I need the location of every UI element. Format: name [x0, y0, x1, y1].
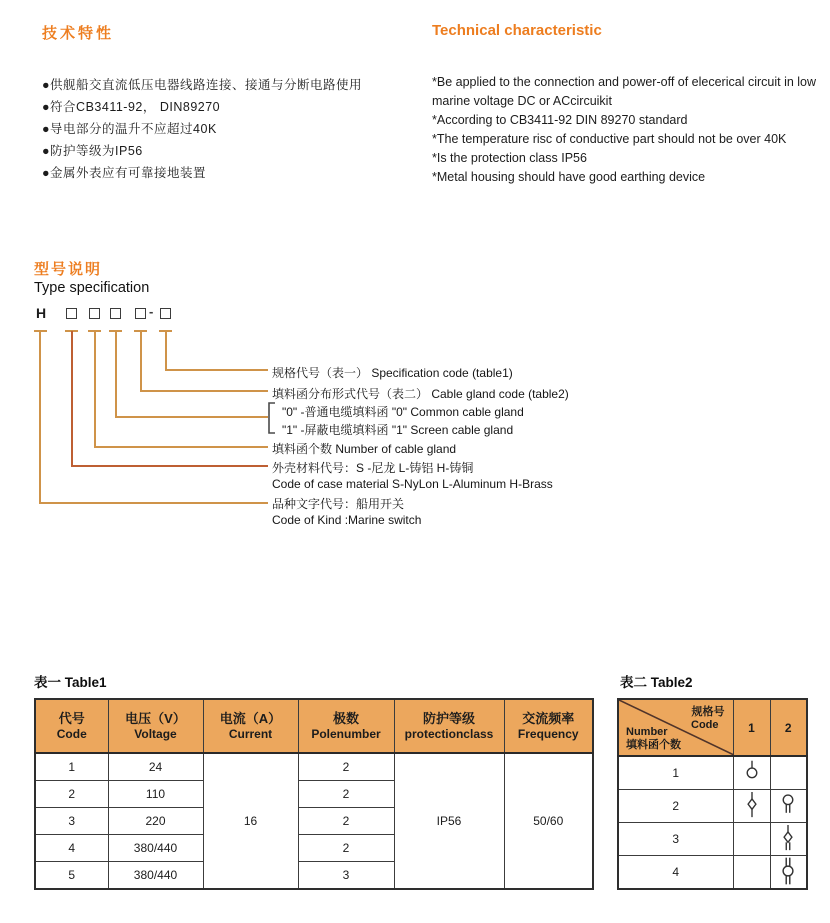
code-label: 规格代号（表一） Specification code (table1) [272, 366, 513, 380]
cell-code: 2 [35, 781, 108, 808]
cell-code: 5 [35, 862, 108, 890]
model-title-en: Type specification [34, 280, 150, 296]
cell-gland-symbol [733, 856, 770, 890]
cell-current-merged: 16 [203, 753, 298, 889]
tech-item-en: *According to CB3411-92 DIN 89270 standard [432, 113, 688, 127]
cell-frequency-merged: 50/60 [504, 753, 593, 889]
table1 [34, 698, 594, 890]
table2-header-row [618, 699, 807, 756]
cell-protection-merged: IP56 [394, 753, 504, 889]
tech-item-en: *Is the protection class IP56 [432, 151, 587, 165]
table1-header-row [35, 699, 593, 753]
table2-diagonal-header [618, 699, 733, 756]
tech-item-cn: ●金属外表应有可靠接地装置 [42, 166, 207, 180]
code-box [66, 308, 77, 319]
diag-label-number-en: Number [626, 726, 668, 738]
cell-gland-number: 3 [618, 823, 733, 856]
cell-voltage: 380/440 [108, 862, 203, 890]
table1-header-frequency: 交流频率 Frequency [504, 699, 593, 753]
cable-gland-icon [780, 792, 796, 818]
bracket [269, 403, 275, 433]
cell-gland-symbol [770, 756, 807, 790]
tech-item-cn: ●供舰船交直流低压电器线路连接、接通与分断电路使用 [42, 78, 363, 92]
cell-voltage: 220 [108, 808, 203, 835]
table-row [618, 756, 807, 790]
table1-caption: 表一 Table1 [34, 675, 107, 690]
code-box [110, 308, 121, 319]
cell-poles: 2 [298, 781, 394, 808]
tech-title-en: Technical characteristic [432, 22, 602, 39]
tech-item-en: *The temperature risc of conductive part should not be over 40K [432, 132, 787, 146]
cable-gland-icon [744, 759, 760, 785]
diag-label-code-zh: 规格号 [691, 706, 725, 718]
table1-header-protectionclass: 防护等级 protectionclass [394, 699, 504, 753]
table1-header-current: 电流（A） Current [203, 699, 298, 753]
cell-gland-number: 4 [618, 856, 733, 890]
code-label: Code of Kind :Marine switch [272, 513, 422, 527]
cell-gland-number: 1 [618, 756, 733, 790]
diag-label-code-en: Code [691, 719, 719, 731]
code-label: Code of case material S-NyLon L-Aluminum H-Brass [272, 477, 553, 491]
tech-item-cn: ●符合CB3411-92， DIN89270 [42, 100, 221, 114]
table1-header-voltage: 电压（V） Voltage [108, 699, 203, 753]
cell-voltage: 380/440 [108, 835, 203, 862]
cell-voltage: 24 [108, 753, 203, 781]
code-label: 品种文字代号：船用开关 [272, 497, 405, 511]
cell-gland-symbol [733, 756, 770, 790]
table-row [35, 753, 593, 781]
tech-item-en: *Metal housing should have good earthing device [432, 170, 706, 184]
cable-gland-icon [744, 792, 760, 818]
cell-gland-number: 2 [618, 790, 733, 823]
cable-gland-icon [780, 857, 796, 885]
table-row [618, 790, 807, 823]
code-box [135, 308, 146, 319]
tech-list-en [432, 73, 830, 187]
model-code-letter: H [36, 305, 47, 321]
table2-header-col1: 1 [733, 699, 770, 756]
tech-item-en: *Be applied to the connection and power-off of elecerical circuit in low marine voltage DC or ACcircuikit [432, 75, 817, 108]
table-row [618, 856, 807, 890]
cell-poles: 2 [298, 753, 394, 781]
table2-caption: 表二 Table2 [620, 675, 693, 690]
cable-gland-icon [780, 825, 796, 851]
cell-code: 1 [35, 753, 108, 781]
code-label: 填料函分布形式代号（表二） Cable gland code (table2) [272, 387, 569, 401]
code-box [89, 308, 100, 319]
cell-poles: 3 [298, 862, 394, 890]
code-label: 外壳材料代号：S -尼龙 L-铸铝 H-铸铜 [272, 461, 474, 475]
cell-poles: 2 [298, 808, 394, 835]
tech-list-cn [42, 79, 432, 180]
table1-header-code: 代号 Code [35, 699, 108, 753]
cell-gland-symbol [770, 823, 807, 856]
tech-title-zh: 技术特性 [42, 25, 115, 42]
tech-section-cn [42, 22, 432, 189]
cell-gland-symbol [770, 856, 807, 890]
cell-code: 4 [35, 835, 108, 862]
model-title-zh: 型号说明 [34, 261, 103, 278]
cell-gland-symbol [733, 790, 770, 823]
code-label: 填料函个数 Number of cable gland [272, 442, 457, 456]
cell-code: 3 [35, 808, 108, 835]
code-hyphen: - [149, 304, 154, 319]
table1-header-polenumber: 极数 Polenumber [298, 699, 394, 753]
code-label: "1" -屏蔽电缆填料函 "1" Screen cable gland [282, 423, 514, 437]
cell-gland-symbol [770, 790, 807, 823]
tech-section-en [432, 22, 830, 187]
code-label: "0" -普通电缆填料函 "0" Common cable gland [282, 405, 524, 419]
diag-label-number-zh: 填料函个数 [626, 739, 681, 751]
table2 [617, 698, 808, 890]
table-row [618, 823, 807, 856]
cell-gland-symbol [733, 823, 770, 856]
table2-header-col2: 2 [770, 699, 807, 756]
tech-item-cn: ●防护等级为IP56 [42, 144, 143, 158]
cell-poles: 2 [298, 835, 394, 862]
code-box [160, 308, 171, 319]
tech-item-cn: ●导电部分的温升不应超过40K [42, 122, 217, 136]
cell-voltage: 110 [108, 781, 203, 808]
